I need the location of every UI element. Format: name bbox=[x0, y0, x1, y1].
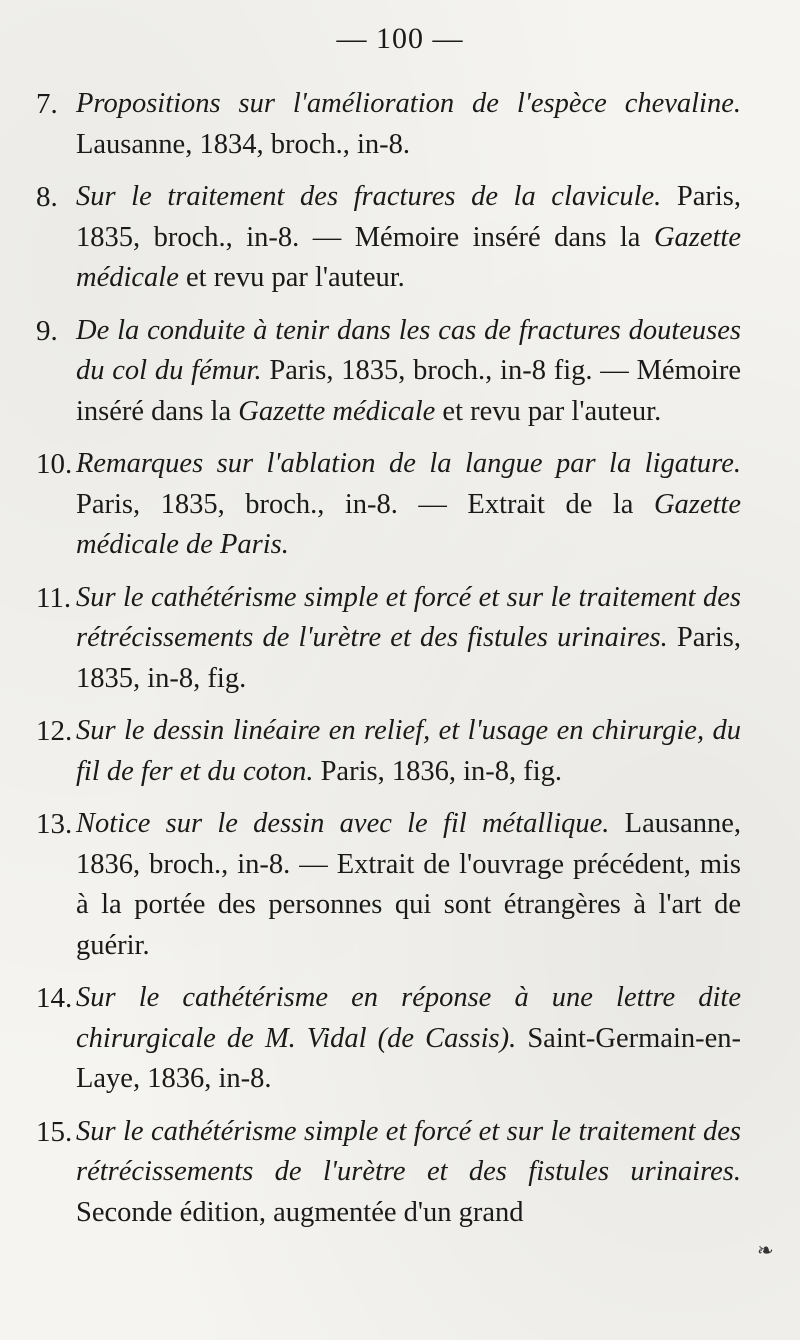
bibliography-entry-8 bbox=[36, 177, 741, 299]
entry-title: Sur le cathétérisme simple et forcé et sur le traitement des rétrécissements de l'urètre et des fistules urinaires. bbox=[76, 1115, 741, 1187]
entry-title: Sur le cathétérisme en réponse à une lettre dite chirurgicale de M. Vidal (de Cassis). bbox=[76, 982, 741, 1054]
entry-number: 10. bbox=[36, 448, 73, 480]
entry-details: Lausanne, 1834, broch., in-8. bbox=[76, 128, 410, 160]
entry-title: Notice sur le dessin avec le fil métallique. bbox=[76, 808, 610, 839]
page-number: — 100 — bbox=[336, 22, 464, 55]
entry-title: De la conduite à tenir dans les cas de fractures douteuses du col du fémur. bbox=[76, 314, 741, 386]
entry-details: Saint-Germain-en-Laye, 1836, in-8. bbox=[76, 1022, 741, 1094]
entry-title: Remarques sur l'ablation de la langue par la ligature. bbox=[76, 448, 741, 479]
entry-details-end: et revu par l'auteur. bbox=[178, 262, 405, 293]
entry-title: Sur le dessin linéaire en relief, et l'usage en chirurgie, du fil de fer et du coton. bbox=[76, 715, 741, 787]
entry-number: 7. bbox=[36, 88, 58, 120]
entry-title: Sur le traitement des fractures de la clavicule. bbox=[76, 181, 662, 212]
entry-details: Paris, 1835, broch., in-8 fig. — Mémoire inséré dans la bbox=[76, 355, 741, 427]
entry-details: Lausanne, 1836, broch., in-8. — Extrait de l'ouvrage précédent, mis à la portée des personnes qui sont étrangères à l'art de guérir. bbox=[76, 808, 741, 961]
entry-details-end: et revu par l'auteur. bbox=[435, 395, 662, 427]
entry-details: Paris, 1835, broch., in-8. — Extrait de la bbox=[76, 488, 654, 520]
journal-title: Gazette médicale bbox=[76, 221, 741, 293]
entry-details: Seconde édition, augmentée d'un grand bbox=[76, 1196, 524, 1228]
entry-number: 14. bbox=[36, 982, 73, 1014]
bibliography-entry-12 bbox=[36, 711, 741, 792]
bibliography-entry-13 bbox=[36, 804, 741, 966]
entry-number: 9. bbox=[36, 314, 58, 347]
entry-title: Sur le cathétérisme simple et forcé et sur le traitement des rétrécissements de l'urètre et des fistules urinaires. bbox=[76, 581, 741, 653]
bibliography-list bbox=[36, 84, 741, 1245]
entry-details: Paris, 1836, in-8, fig. bbox=[313, 755, 563, 787]
bibliography-entry-14 bbox=[36, 978, 741, 1100]
journal-title: Gazette médicale bbox=[238, 395, 436, 427]
entry-details: Paris, 1835, in-8, fig. bbox=[76, 622, 741, 694]
entry-number: 15. bbox=[36, 1115, 73, 1148]
entry-number: 12. bbox=[36, 715, 73, 747]
ink-blot-mark: ❧ bbox=[757, 1240, 774, 1262]
entry-number: 13. bbox=[36, 808, 73, 840]
entry-number: 8. bbox=[36, 181, 58, 213]
bibliography-entry-9 bbox=[36, 311, 741, 433]
entry-number: 11. bbox=[36, 581, 72, 614]
bibliography-entry-7 bbox=[36, 84, 741, 165]
bibliography-entry-15 bbox=[36, 1112, 741, 1234]
bibliography-entry-10 bbox=[36, 444, 741, 566]
entry-details: Paris, 1835, broch., in-8. — Mémoire inséré dans la bbox=[76, 181, 741, 253]
bibliography-entry-11 bbox=[36, 578, 741, 700]
entry-title: Propositions sur l'amélioration de l'espèce chevaline. bbox=[76, 88, 741, 119]
journal-title: Gazette médicale de Paris. bbox=[76, 488, 741, 560]
